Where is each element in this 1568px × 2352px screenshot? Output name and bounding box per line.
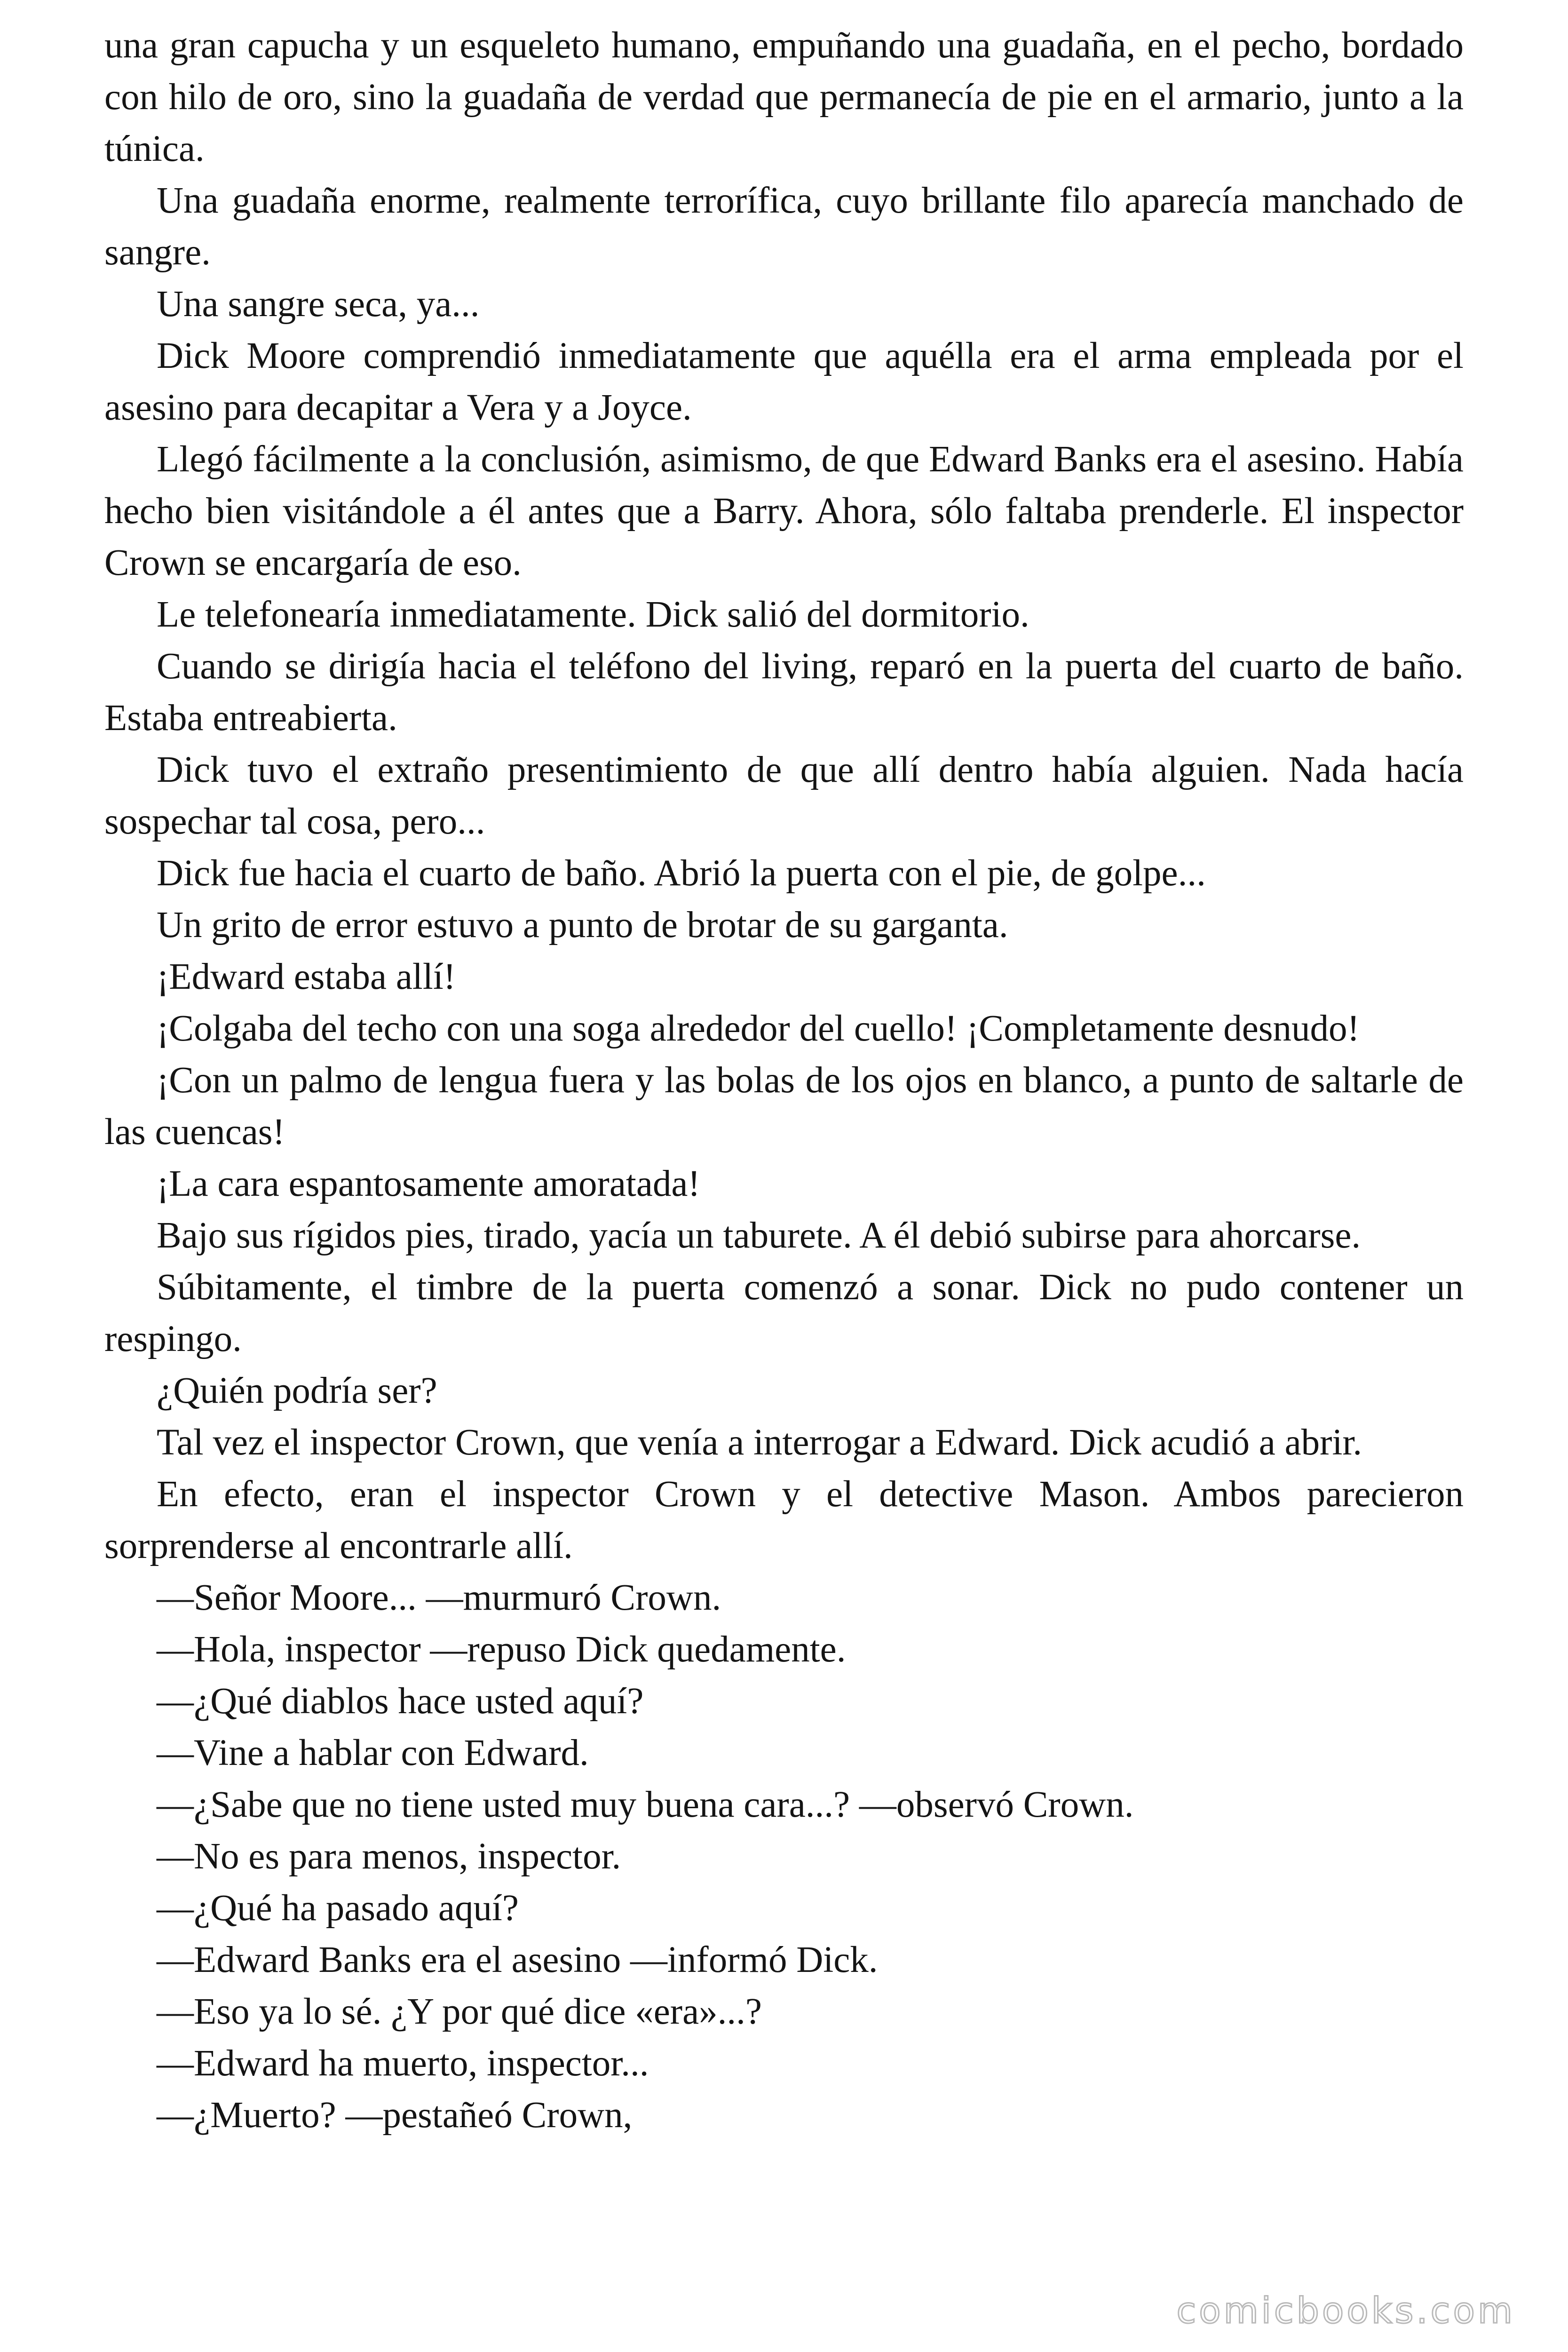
dialogue-line: —Edward ha muerto, inspector... [157, 2043, 649, 2084]
dialogue-line: —Vine a hablar con Edward. [157, 1732, 589, 1773]
dialogue-line: —¿Sabe que no tiene usted muy buena cara...? —observó Crown. [157, 1784, 1134, 1825]
paragraph: Tal vez el inspector Crown, que venía a interrogar a Edward. Dick acudió a abrir. [157, 1422, 1362, 1463]
paragraph: ¡Edward estaba allí! [157, 956, 456, 997]
paragraph: Dick fue hacia el cuarto de baño. Abrió la puerta con el pie, de golpe... [157, 853, 1206, 894]
paragraph: ¡Colgaba del techo con una soga alrededor del cuello! ¡Completamente desnudo! [157, 1008, 1360, 1049]
paragraph: Dick tuvo el extraño presentimiento de que allí dentro había alguien. Nada hacía sospechar tal cosa, pero... [104, 749, 1464, 842]
dialogue-line: —Hola, inspector —repuso Dick quedamente. [157, 1629, 846, 1670]
paragraph-continuation: una gran capucha y un esqueleto humano, empuñando una guadaña, en el pecho, bordado con hilo de oro, sino la guadaña de verdad que permanecía de pie en el armario, junto a la túnica. [104, 25, 1464, 169]
dialogue-line: —¿Qué ha pasado aquí? [157, 1888, 519, 1929]
paragraph: Cuando se dirigía hacia el teléfono del living, reparó en la puerta del cuarto de baño. Estaba entreabierta. [104, 646, 1464, 739]
paragraph: Una guadaña enorme, realmente terrorífica, cuyo brillante filo aparecía manchado de sangre. [104, 180, 1464, 273]
paragraph: ¿Quién podría ser? [157, 1370, 437, 1411]
paragraph: Un grito de error estuvo a punto de brotar de su garganta. [157, 905, 1008, 946]
dialogue-line: —¿Qué diablos hace usted aquí? [157, 1681, 644, 1722]
paragraph: ¡La cara espantosamente amoratada! [157, 1163, 700, 1204]
paragraph: Le telefonearía inmediatamente. Dick salió del dormitorio. [157, 594, 1029, 635]
paragraph: Una sangre seca, ya... [157, 284, 480, 325]
dialogue-line: —¿Muerto? —pestañeó Crown, [157, 2095, 633, 2136]
dialogue-line: —Señor Moore... —murmuró Crown. [157, 1577, 721, 1618]
watermark: comicbooks.com [1176, 2289, 1515, 2331]
paragraph: Súbitamente, el timbre de la puerta comenzó a sonar. Dick no pudo contener un respingo. [104, 1267, 1464, 1359]
paragraph: Bajo sus rígidos pies, tirado, yacía un taburete. A él debió subirse para ahorcarse. [157, 1215, 1361, 1256]
paragraph: En efecto, eran el inspector Crown y el detective Mason. Ambos parecieron sorprenderse al encontrarle allí. [104, 1474, 1464, 1566]
paragraph: ¡Con un palmo de lengua fuera y las bolas de los ojos en blanco, a punto de saltarle de las cuencas! [104, 1060, 1464, 1152]
paragraph: Dick Moore comprendió inmediatamente que aquélla era el arma empleada por el asesino para decapitar a Vera y a Joyce. [104, 335, 1464, 428]
paragraph: Llegó fácilmente a la conclusión, asimismo, de que Edward Banks era el asesino. Había hecho bien visitándole a él antes que a Barry. Ahora, sólo faltaba prenderle. El inspector Crown se encargaría de eso. [104, 439, 1464, 583]
dialogue-line: —Eso ya lo sé. ¿Y por qué dice «era»...? [157, 1991, 762, 2032]
document-page [104, 20, 1464, 2141]
dialogue-line: —No es para menos, inspector. [157, 1836, 621, 1877]
dialogue-line: —Edward Banks era el asesino —informó Dick. [157, 1939, 878, 1980]
